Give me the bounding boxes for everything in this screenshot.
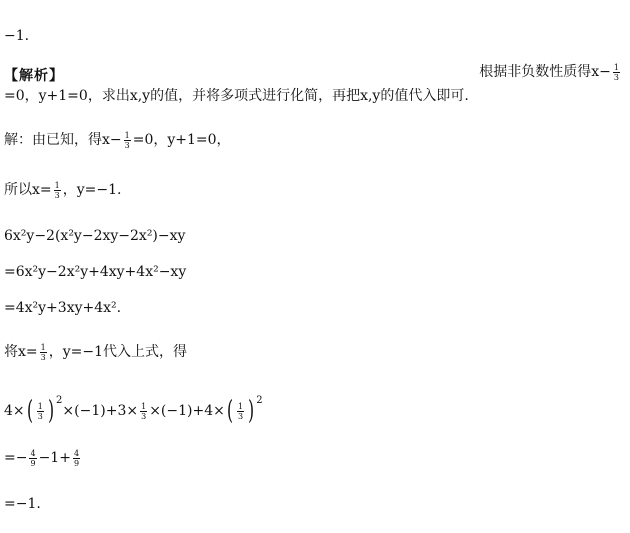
expression-1: 6x²y−2(x²y−2xy−2x²)−xy	[4, 228, 186, 244]
frac-den: 3	[613, 72, 619, 82]
fraction-one-third	[124, 131, 131, 150]
analysis-right-text: 根据非负数性质得x−	[479, 64, 611, 80]
frac-num: 1	[124, 130, 130, 140]
frac-den: 3	[238, 411, 244, 421]
substitution-line	[4, 342, 187, 362]
frac-num: 4	[30, 448, 36, 458]
substitution-b: ，y=−1代入上式，得	[48, 344, 188, 360]
frac-num: 1	[613, 62, 619, 72]
calc-c: ×(−1)+4×	[149, 403, 225, 419]
analysis-text-right	[479, 62, 622, 82]
frac-den: 3	[124, 140, 130, 150]
result1-a: =−	[4, 450, 28, 466]
calc-b: ×(−1)+3×	[62, 403, 139, 419]
frac-num: 1	[238, 401, 244, 411]
expression-2: =6x²y−2x²y+4xy+4x²−xy	[4, 264, 187, 280]
frac-num: 1	[40, 342, 46, 352]
fraction-one-third	[37, 402, 44, 421]
fraction-one-third	[40, 343, 47, 362]
fraction-one-third	[613, 63, 620, 82]
left-paren: (	[26, 396, 33, 426]
frac-den: 3	[54, 190, 60, 200]
frac-num: 4	[73, 448, 80, 458]
frac-num: 1	[54, 180, 60, 190]
frac-den: 3	[40, 352, 46, 362]
solution-line2	[4, 180, 121, 200]
exponent: 2	[256, 395, 263, 407]
frac-num: 1	[141, 401, 147, 411]
solution-line2-a: 所以x=	[4, 182, 52, 198]
calc-a: 4×	[4, 403, 25, 419]
substitution-a: 将x=	[4, 344, 38, 360]
right-paren: )	[47, 396, 55, 426]
analysis-line2: =0，y+1=0，求出x,y的值，并将多项式进行化简，再把x,y的值代入即可.	[4, 88, 469, 104]
solution-line1	[4, 130, 231, 150]
solution-line2-b: ，y=−1.	[62, 182, 122, 198]
solution-line1-a: 解：由已知，得x−	[4, 132, 122, 148]
expression-3: =4x²y+3xy+4x².	[4, 300, 122, 316]
top-result: −1.	[4, 28, 30, 44]
frac-den: 3	[37, 411, 43, 421]
result-line1	[4, 448, 82, 468]
fraction-one-third	[54, 181, 61, 200]
result-line2: =−1.	[4, 496, 41, 512]
frac-den: 9	[73, 458, 80, 468]
result1-b: −1+	[38, 450, 71, 466]
frac-num: 1	[37, 401, 43, 411]
fraction-one-third	[237, 402, 244, 421]
frac-den: 3	[141, 411, 147, 421]
exponent: 2	[56, 395, 63, 407]
right-paren: )	[248, 396, 255, 426]
fraction-four-ninths	[29, 449, 36, 468]
frac-den: 9	[30, 458, 36, 468]
solution-line1-b: =0，y+1=0，	[132, 132, 231, 148]
fraction-four-ninths	[73, 449, 80, 468]
fraction-one-third	[140, 402, 147, 421]
left-paren: (	[226, 396, 233, 426]
calculation-line	[4, 396, 263, 426]
analysis-heading: 【解析】	[4, 68, 64, 84]
